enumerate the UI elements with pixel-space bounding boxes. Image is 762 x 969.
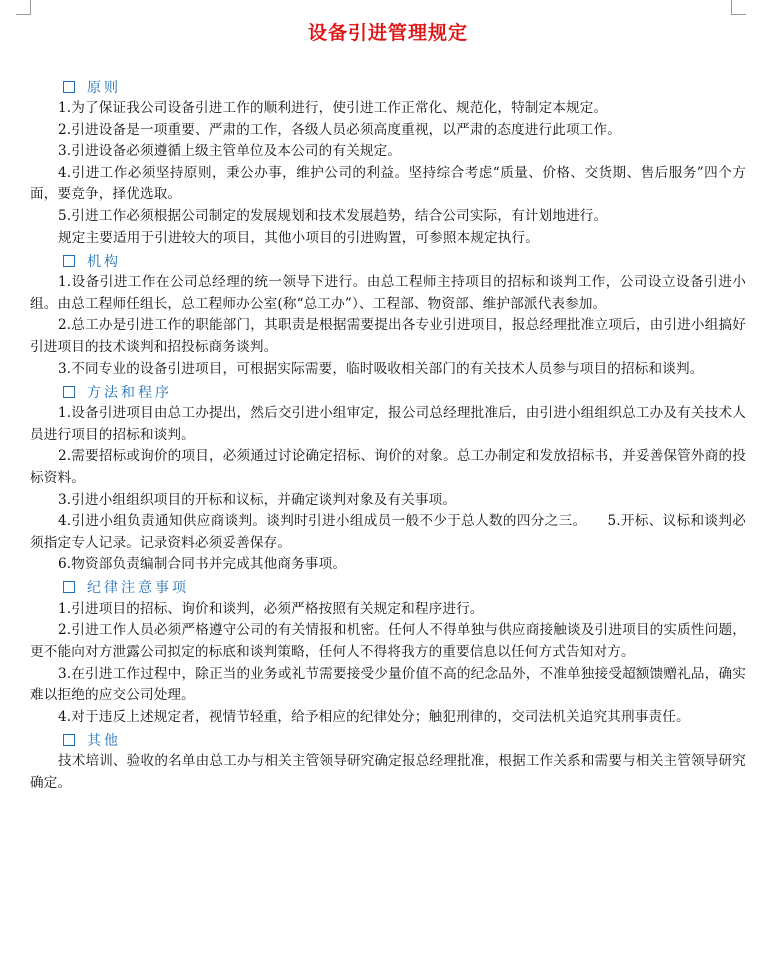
paragraph: 2.总工办是引进工作的职能部门，其职责是根据需要提出各专业引进项目，报总经理批准立项后，由引进小组搞好引进项目的技术谈判和招投标商务谈判。 [30,317,746,355]
paragraph: 4.对于违反上述规定者，视情节轻重，给予相应的纪律处分；触犯刑律的，交司法机关追究其刑事责任。 [58,708,690,725]
checkbox-square-icon [63,81,75,93]
paragraph: 1.为了保证我公司设备引进工作的顺利进行，使引进工作正常化、规范化，特制定本规定。 [58,100,608,116]
checkbox-square-icon [63,581,75,593]
paragraph: 3.引进小组组织项目的开标和议标，并确定谈判对象及有关事项。 [58,491,457,508]
checkbox-square-icon [63,255,75,267]
paragraph: 3.在引进工作过程中，除正当的业务或礼节需要接受少量价值不高的纪念品外，不准单独接受超额馈赠礼品，确实难以拒绝的应交公司处理。 [30,665,746,704]
paragraph: 5.引进工作必须根据公司制定的发展规划和技术发展趋势，结合公司实际，有计划地进行。 [58,207,608,224]
section-heading [63,249,746,272]
paragraph: 3.不同专业的设备引进项目，可根据实际需要，临时吸收相关部门的有关技术人员参与项目的招标和谈判。 [58,360,704,377]
checkbox-square-icon [63,386,75,398]
paragraph: 2.引进设备是一项重要、严肃的工作，各级人员必须高度重视，以严肃的态度进行此项工作。 [58,121,622,138]
paragraph: 规定主要适用于引进较大的项目，其他小项目的引进购置，可参照本规定执行。 [58,229,540,246]
paragraph: 4.引进小组负责通知供应商谈判。谈判时引进小组成员一般不少于总人数的四分之三。 5.开标、议标和谈判必须指定专人记录。记录资料必须妥善保存。 [30,513,746,551]
paragraph: 2.需要招标或询价的项目，必须通过讨论确定招标、询价的对象。总工办制定和发放招标书，并妥善保管外商的投标资料。 [30,448,746,486]
checkbox-square-icon [63,734,75,746]
section-heading [63,576,746,599]
section-heading-label: 机构 [87,253,121,270]
paragraph: 4.引进工作必须坚持原则，秉公办事，维护公司的利益。坚持综合考虑“质量、价格、交货期、售后服务”四个方面，要竞争，择优选取。 [30,164,746,203]
paragraph: 1.设备引进项目由总工办提出，然后交引进小组审定，报公司总经理批准后，由引进小组组织总工办及有关技术人员进行项目的招标和谈判。 [30,405,746,443]
paragraph: 技术培训、验收的名单由总工办与相关主管领导研究确定报总经理批准，根据工作关系和需要与相关主管领导研究确定。 [30,753,746,792]
section-heading [63,380,746,403]
document-page [30,18,746,795]
document-body [30,75,746,795]
section-heading-label: 方法和程序 [87,384,172,401]
paragraph: 3.引进设备必须遵循上级主管单位及本公司的有关规定。 [58,143,402,160]
page-corner-mark-right [731,0,746,15]
document-title: 设备引进管理规定 [307,22,468,44]
paragraph: 6.物资部负责编制合同书并完成其他商务事项。 [58,556,347,573]
paragraph: 2.引进工作人员必须严格遵守公司的有关情报和机密。任何人不得单独与供应商接触谈及引进项目的实质性问题，更不能向对方泄露公司拟定的标底和谈判策略，任何人不得将我方的重要信息以任何方式告知对方。 [30,622,746,661]
page-corner-mark-left [16,0,31,15]
section-heading-label: 其他 [87,732,121,749]
paragraph: 1.引进项目的招标、询价和谈判，必须严格按照有关规定和程序进行。 [58,600,484,617]
paragraph: 1.设备引进工作在公司总经理的统一领导下进行。由总工程师主持项目的招标和谈判工作，公司设立设备引进小组。由总工程师任组长，总工程师办公室(称“总工办”）、工程部、物资部、维护部派代表参加。 [30,274,746,312]
section-heading [63,728,746,751]
section-heading [63,75,746,98]
section-heading-label: 纪律注意事项 [87,580,189,597]
section-heading-label: 原则 [87,79,121,96]
